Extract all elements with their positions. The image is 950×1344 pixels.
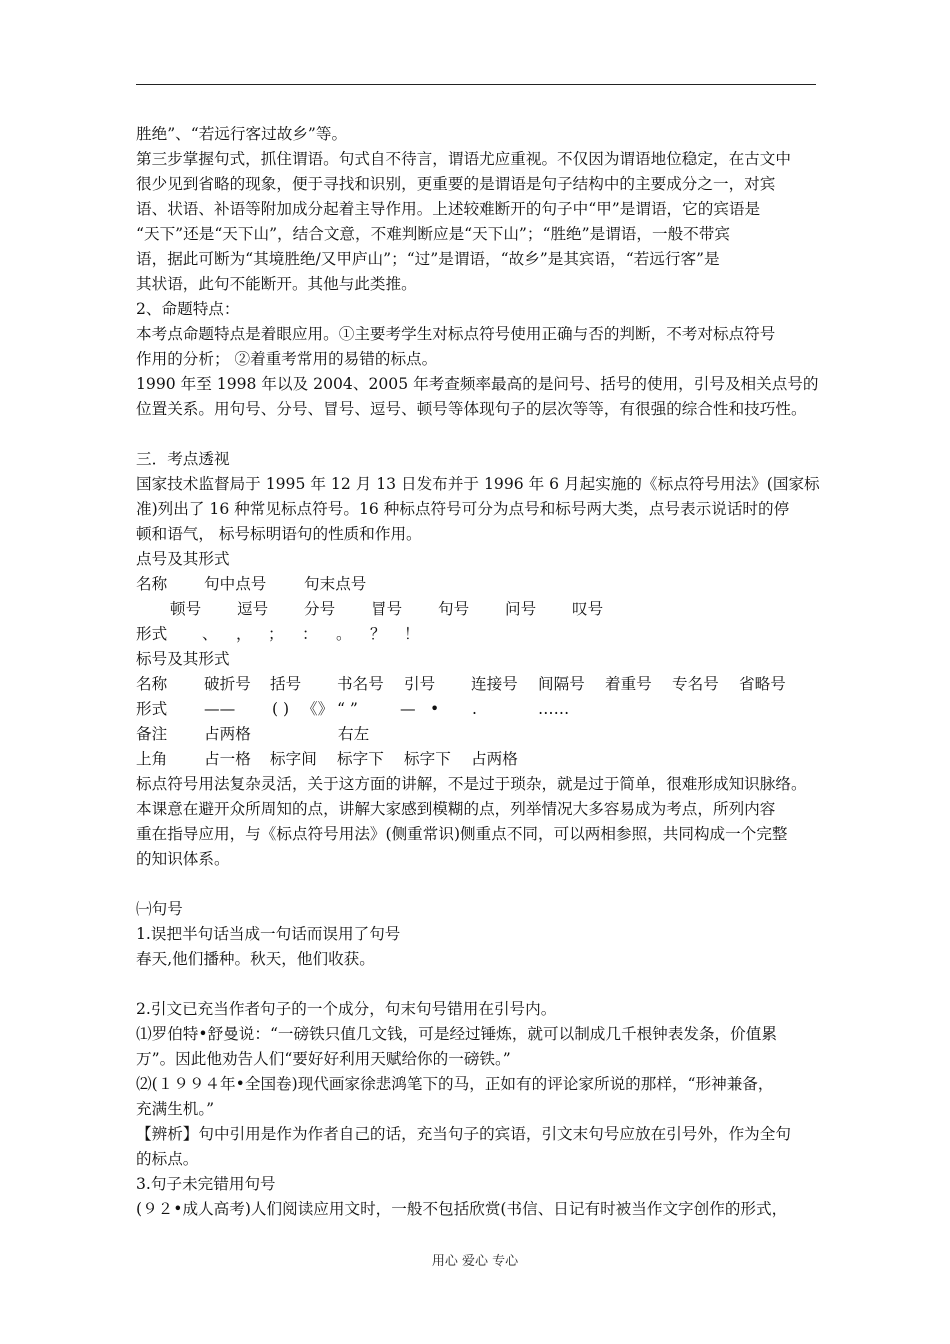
- blank-line: [136, 422, 816, 447]
- table-cell: 冒号: [371, 600, 403, 618]
- table-heading: 点号及其形式: [136, 550, 230, 568]
- mark-table-row-notes: [136, 722, 816, 747]
- paragraph-line: 春天,他们播种。秋天，他们收获。: [136, 950, 375, 968]
- table-cell: 连接号: [471, 675, 518, 693]
- table-cell: —: [400, 700, 416, 718]
- table-heading: 标号及其形式: [136, 650, 230, 668]
- paragraph-line: (９２•成人高考)人们阅读应用文时，一般不包括欣赏(书信、日记有时被当作文字创作的形式，: [136, 1200, 788, 1218]
- table-cell: 书名号: [337, 675, 384, 693]
- table-cell: 着重号: [605, 675, 652, 693]
- page-footer: 用心 爱心 专心: [431, 1254, 519, 1269]
- section-heading: 三．考点透视: [136, 450, 230, 468]
- table-cell: 句号: [438, 600, 470, 618]
- paragraph-line: 本考点命题特点是着眼应用。①主要考学生对标点符号使用正确与否的判断，不考对标点符号: [136, 325, 776, 343]
- table-cell: 省略号: [739, 675, 786, 693]
- table-cell: 名称: [136, 575, 168, 593]
- paragraph-line: 的标点。: [136, 1150, 199, 1168]
- paragraph-line: 位置关系。用句号、分号、冒号、逗号、顿号等体现句子的层次等等，有很强的综合性和技巧性。: [136, 400, 807, 418]
- paragraph-line: 的知识体系。: [136, 850, 230, 868]
- table-cell: •: [430, 700, 440, 718]
- paragraph-line: 其状语，此句不能断开。其他与此类推。: [136, 275, 417, 293]
- paragraph-line: 重在指导应用，与《标点符号用法》(侧重常识)侧重点不同，可以两相参照，共同构成一个完整: [136, 825, 788, 843]
- table-cell: ！: [404, 625, 420, 643]
- table-cell: 。: [336, 625, 352, 643]
- table-cell: 名称: [136, 675, 168, 693]
- table-cell: 叹号: [572, 600, 604, 618]
- table-cell: 括号: [270, 675, 302, 693]
- table-cell: 逗号: [237, 600, 269, 618]
- table-cell: 专名号: [672, 675, 719, 693]
- table-cell: “ ”: [337, 700, 358, 718]
- paragraph-line: 万”。因此他劝告人们“要好好利用天赋给你的一磅铁。”: [136, 1050, 511, 1068]
- paragraph-line: 2.引文已充当作者句子的一个成分，句末句号错用在引号内。: [136, 1000, 557, 1018]
- paragraph-line: 语、状语、补语等附加成分起着主导作用。上述较难断开的句子中“甲”是谓语，它的宾语是: [136, 200, 761, 218]
- paragraph-line: 1.误把半句话当成一句话而误用了句号: [136, 925, 401, 943]
- paragraph-line: ⑵(１９９４年•全国卷)现代画家徐悲鸿笔下的马，正如有的评论家所说的那样，“形神兼备，: [136, 1075, 774, 1093]
- table-cell: 分号: [304, 600, 336, 618]
- paragraph-line: 充满生机。”: [136, 1100, 215, 1118]
- table-cell: ( ): [272, 700, 290, 718]
- table-cell: 占两格: [471, 750, 518, 768]
- table-cell: .: [472, 700, 477, 718]
- table-cell: 形式: [136, 700, 168, 718]
- paragraph-line: ⑴罗伯特•舒曼说：“一磅铁只值几文钱，可是经过锤炼，就可以制成几千根钟表发条，价值累: [136, 1025, 777, 1043]
- table-cell: 形式: [136, 625, 168, 643]
- paragraph-line: 标点符号用法复杂灵活，关于这方面的讲解，不是过于琐杂，就是过于简单，很难形成知识脉络。: [136, 775, 807, 793]
- table-cell: 问号: [505, 600, 537, 618]
- paragraph-line: 本课意在避开众所周知的点，讲解大家感到模糊的点，列举情况大多容易成为考点，所列内容: [136, 800, 776, 818]
- table-cell: 句中点号: [204, 575, 267, 593]
- table-cell: 破折号: [204, 675, 251, 693]
- paragraph-line: 1990 年至 1998 年以及 2004、2005 年考查频率最高的是问号、括号的使用，引号及相关点号的: [136, 375, 819, 393]
- paragraph-line: 很少见到省略的现象，便于寻找和识别，更重要的是谓语是句子结构中的主要成分之一，对宾: [136, 175, 776, 193]
- table-cell: 标字下: [337, 750, 384, 768]
- dot-table-row-forms: [136, 622, 816, 647]
- paragraph-line: 胜绝”、“若远行客过故乡”等。: [136, 125, 348, 143]
- table-cell: 上角: [136, 750, 168, 768]
- document-body: [136, 122, 820, 1222]
- table-cell: ？: [370, 625, 386, 643]
- table-cell: 占一格: [204, 750, 251, 768]
- mark-table-row-names: [136, 672, 816, 697]
- paragraph-line: 国家技术监督局于 1995 年 12 月 13 日发布并于 1996 年 6 月起实施的《标点符号用法》(国家标: [136, 475, 820, 493]
- table-cell: 标字下: [404, 750, 451, 768]
- table-cell: 顿号: [170, 600, 202, 618]
- table-cell: 《》: [302, 700, 334, 718]
- table-cell: 间隔号: [538, 675, 585, 693]
- blank-line: [136, 972, 816, 997]
- table-cell: 句末点号: [304, 575, 367, 593]
- mark-table-row-forms: [136, 697, 816, 722]
- dot-table-row-names: [136, 572, 816, 597]
- paragraph-line: 【辨析】句中引用是作为作者自己的话，充当句子的宾语，引文末句号应放在引号外，作为全句: [136, 1125, 791, 1143]
- table-cell: 占两格: [204, 725, 251, 743]
- table-cell: 备注: [136, 725, 168, 743]
- section-heading: ㈠句号: [136, 900, 183, 918]
- table-cell: 引号: [404, 675, 436, 693]
- table-cell: ……: [538, 700, 570, 718]
- table-cell: ，: [236, 625, 252, 643]
- section-heading: 2、命题特点：: [136, 300, 240, 318]
- paragraph-line: 顿和语气， 标号标明语句的性质和作用。: [136, 525, 422, 543]
- table-cell: ；: [268, 625, 284, 643]
- table-cell: ——: [204, 700, 236, 718]
- dot-table-row-kinds: [136, 597, 816, 622]
- paragraph-line: 准)列出了 16 种常见标点符号。16 种标点符号可分为点号和标号两大类，点号表示说话时的停: [136, 500, 790, 518]
- table-cell: 右左: [338, 725, 370, 743]
- mark-table-row-positions: [136, 747, 816, 772]
- paragraph-line: 作用的分析； ②着重考常用的易错的标点。: [136, 350, 438, 368]
- paragraph-line: 3.句子未完错用句号: [136, 1175, 276, 1193]
- table-cell: ：: [302, 625, 318, 643]
- table-cell: 标字间: [270, 750, 317, 768]
- paragraph-line: 语，据此可断为“其境胜绝/又甲庐山”；“过”是谓语，“故乡”是其宾语，“若远行客”是: [136, 250, 720, 268]
- header-rule: [136, 84, 816, 85]
- paragraph-line: 第三步掌握句式，抓住谓语。句式自不待言，谓语尤应重视。不仅因为谓语地位稳定，在古文中: [136, 150, 791, 168]
- paragraph-line: “天下”还是“天下山”，结合文意，不难判断应是“天下山”；“胜绝”是谓语，一般不带宾: [136, 225, 730, 243]
- table-cell: 、: [202, 625, 218, 643]
- blank-line: [136, 872, 816, 897]
